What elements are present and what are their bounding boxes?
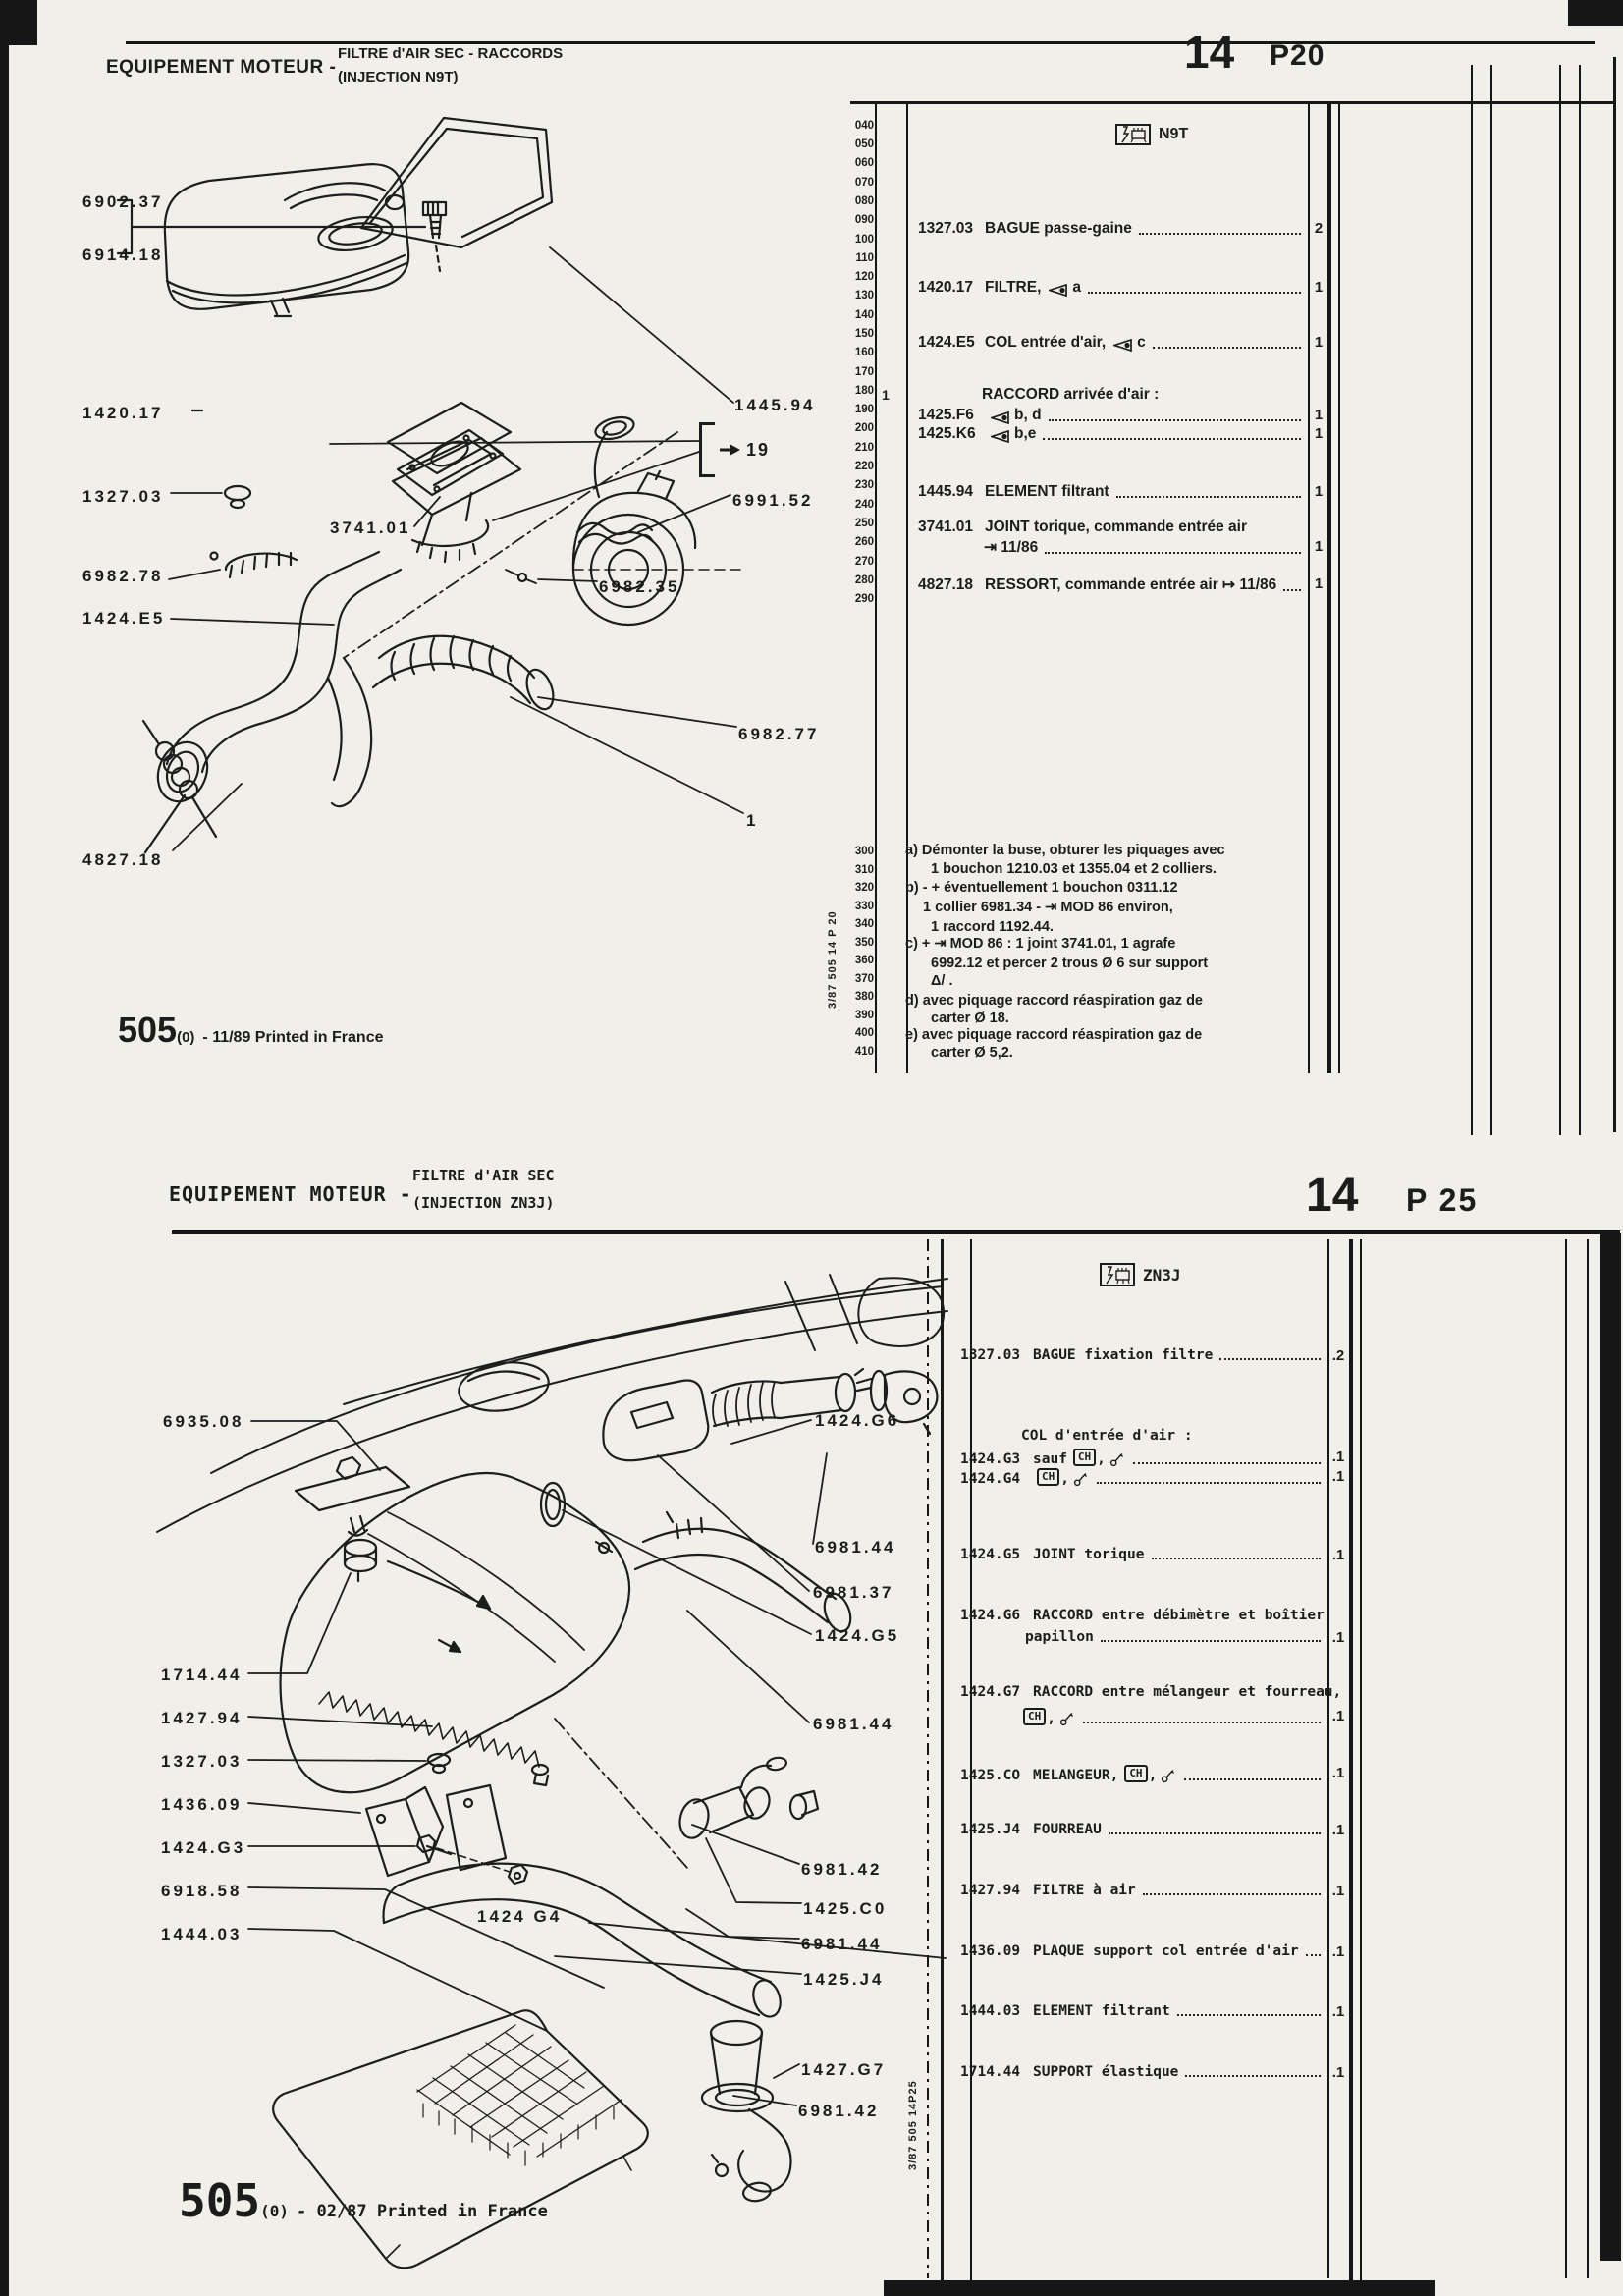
row-code: 160 [854, 347, 874, 358]
row-code: 140 [854, 309, 874, 321]
part-qty: .1 [1331, 1449, 1345, 1465]
parts-row [960, 1347, 1324, 1363]
part-qty: .1 [1331, 1708, 1345, 1724]
row-code: 250 [854, 518, 874, 529]
page-number: P 25 [1406, 1182, 1479, 1218]
part-label: 1427.G7 [801, 2060, 887, 2079]
note-code: 350 [854, 937, 874, 949]
row-code: 190 [854, 404, 874, 415]
comma: , [1047, 1711, 1055, 1726]
date-range: ⇥ 11/86 [984, 539, 1039, 556]
dot-leader [1184, 1778, 1321, 1780]
part-qty: .1 [1331, 1822, 1345, 1838]
part-qty: 1 [1314, 425, 1324, 442]
row-code: 240 [854, 499, 874, 511]
part-desc: BAGUE fixation filtre [1033, 1347, 1214, 1363]
row-code: 080 [854, 195, 874, 207]
part-ref: 3741.01 [918, 519, 974, 535]
part-label: 6981.42 [801, 1860, 883, 1879]
section-subtitle-2: (INJECTION N9T) [338, 69, 459, 85]
chapter-number: 14 [1184, 27, 1235, 78]
section-subtitle-2: (INJECTION ZN3J) [412, 1194, 555, 1212]
note-code: 320 [854, 882, 874, 894]
note-line: 1 bouchon 1210.03 et 1355.04 et 2 colliers. [931, 861, 1217, 877]
note-line: carter Ø 18. [931, 1011, 1009, 1026]
parts-row [960, 1822, 1324, 1837]
note-code: 330 [854, 901, 874, 912]
part-desc: RACCORD entre débimètre et boîtier [1033, 1608, 1325, 1623]
dot-leader [1283, 589, 1301, 591]
margin-vline [1579, 65, 1581, 1135]
table-top-border [850, 101, 1615, 104]
ch-option-box: CH [1023, 1708, 1046, 1725]
comma: , [1148, 1768, 1158, 1783]
part-label: 6981.44 [815, 1538, 896, 1557]
engine-icon [1100, 1263, 1135, 1286]
page-ref-number: 19 [746, 439, 771, 460]
edition-mark: (0) [177, 1029, 195, 1046]
part-ref: 1424.G7 [960, 1684, 1021, 1700]
part-qty: .1 [1331, 1943, 1345, 1960]
part-qty: 1 [1314, 483, 1324, 500]
parts-row [960, 1943, 1324, 1959]
view-note-icon [991, 430, 1010, 443]
gearshift-icon [1073, 1472, 1088, 1487]
margin-vline [1471, 65, 1473, 1135]
part-ref: 1425.J4 [960, 1822, 1021, 1837]
dot-leader [1153, 347, 1301, 349]
section-subtitle-1: FILTRE d'AIR SEC [412, 1167, 555, 1184]
part-label: 6914.18 [82, 246, 164, 264]
table-vline [906, 101, 908, 1073]
row-code: 200 [854, 422, 874, 434]
chapter-number: 14 [1306, 1170, 1359, 1222]
note-code: 390 [854, 1010, 874, 1021]
parts-row [960, 1608, 1324, 1623]
dot-leader [1043, 438, 1301, 440]
note-line: d) avec piquage raccord réaspiration gaz de [905, 993, 1203, 1009]
row-code: 270 [854, 556, 874, 568]
part-qty: 1 [1314, 538, 1324, 555]
scan-edge-bottom [884, 2280, 1435, 2296]
arrow-icon [719, 442, 742, 458]
parts-row-cont [982, 538, 1304, 557]
note-letter: a [1072, 279, 1082, 296]
dot-leader [1109, 1832, 1321, 1834]
comma: , [1097, 1451, 1106, 1467]
row-code: 100 [854, 234, 874, 246]
scan-edge-left [0, 0, 9, 2296]
row-code: 220 [854, 461, 874, 472]
parts-row [918, 279, 1304, 297]
note-code: 410 [854, 1046, 874, 1058]
row-code: 210 [854, 442, 874, 454]
part-label: 6981.37 [813, 1583, 894, 1602]
note-code: 310 [854, 864, 874, 876]
note-line: 6992.12 et percer 2 trous Ø 6 sur support [931, 956, 1209, 971]
row-code: 050 [854, 138, 874, 150]
part-label: 1424 G4 [477, 1907, 563, 1926]
part-label: 6991.52 [732, 491, 814, 510]
parts-row [960, 1468, 1324, 1487]
part-label: 6981.44 [801, 1935, 883, 1953]
part-ref: 1425.F6 [918, 407, 974, 423]
part-label: 1425.C0 [803, 1899, 888, 1918]
group-header: COL d'entrée d'air : [1021, 1428, 1193, 1444]
row-code: 040 [854, 120, 874, 132]
part-ref: 1427.94 [960, 1883, 1021, 1898]
bottom-rule [172, 1230, 1620, 1234]
part-desc: BAGUE passe-gaine [985, 220, 1132, 237]
part-desc: sauf [1033, 1451, 1067, 1467]
page-number: P20 [1270, 39, 1325, 72]
dot-leader [1185, 2075, 1321, 2077]
dot-leader [1088, 292, 1301, 294]
plate-code-vertical: 3/87 505 14P25 [907, 2080, 919, 2170]
part-ref: 4827.18 [918, 576, 974, 593]
parts-row [918, 519, 1304, 536]
part-ref: 1436.09 [960, 1943, 1021, 1959]
part-qty: 1 [1314, 279, 1324, 296]
table-vline [1360, 1239, 1362, 2280]
group-header: RACCORD arrivée d'air : [982, 386, 1160, 403]
row-code: 120 [854, 271, 874, 283]
part-ref: 1420.17 [918, 279, 974, 296]
parts-row [918, 483, 1304, 501]
part-desc: ELEMENT filtrant [985, 483, 1109, 500]
qty-separator [1327, 1239, 1329, 2278]
scan-corner-mark-right [1568, 0, 1623, 26]
part-ref: 1714.44 [960, 2064, 1021, 2080]
dot-leader [1116, 496, 1301, 498]
print-date: - 11/89 Printed in France [202, 1029, 384, 1046]
ch-option-box: CH [1037, 1468, 1059, 1486]
part-label: 3741.01 [330, 519, 411, 537]
part-label: 6982.78 [82, 567, 164, 585]
parts-row [918, 334, 1304, 352]
note-letter: b, d [1014, 407, 1042, 423]
engine-code: ZN3J [1143, 1265, 1181, 1285]
part-label: 1444.03 [161, 1925, 243, 1943]
note-letter: b,e [1014, 425, 1037, 442]
margin-vline [1587, 1239, 1589, 2278]
part-label: 1327.03 [161, 1752, 243, 1771]
view-note-icon [1113, 339, 1133, 352]
exploded-diagram-n9t [49, 108, 849, 972]
part-desc: FILTRE à air [1033, 1883, 1136, 1898]
part-desc: RACCORD entre mélangeur et fourreau, [1033, 1684, 1342, 1700]
row-code: 170 [854, 366, 874, 378]
dot-leader [1049, 419, 1301, 421]
parts-row [918, 220, 1304, 238]
gearshift-icon [1059, 1712, 1074, 1726]
dot-leader [1083, 1722, 1321, 1723]
model-number: 505 [179, 2174, 261, 2227]
top-rule [126, 41, 1595, 44]
part-desc: JOINT torique, commande entrée air [985, 519, 1248, 535]
scan-edge-right-top [1613, 57, 1616, 1132]
part-ref: 1424.G4 [960, 1471, 1021, 1487]
engine-icon [1115, 124, 1151, 145]
note-line: c) + ⇥ MOD 86 : 1 joint 3741.01, 1 agrafe [905, 936, 1176, 952]
row-code: 280 [854, 574, 874, 586]
note-line: a) Démonter la buse, obturer les piquages avec [905, 843, 1225, 858]
note-letter: c [1137, 334, 1146, 351]
part-qty: 1 [1314, 575, 1324, 592]
row-code: 290 [854, 593, 874, 605]
part-label: 1714.44 [161, 1666, 243, 1684]
parts-row [918, 407, 1304, 424]
part-label: 1427.94 [161, 1709, 243, 1727]
parts-row [960, 2003, 1324, 2019]
part-label: 1327.03 [82, 487, 164, 506]
part-qty: .1 [1331, 1883, 1345, 1899]
print-date: - 02/87 Printed in France [297, 2202, 548, 2221]
part-ref: 1327.03 [960, 1347, 1021, 1363]
part-ref: 1424.G6 [960, 1608, 1021, 1623]
gearshift-icon [1109, 1452, 1124, 1467]
parts-row [960, 1883, 1324, 1898]
part-desc: SUPPORT élastique [1033, 2064, 1179, 2080]
dot-leader [1097, 1482, 1321, 1484]
note-code: 360 [854, 955, 874, 966]
dot-leader [1177, 2014, 1321, 2016]
parts-row-cont [1023, 1708, 1324, 1726]
part-label: 1436.09 [161, 1795, 243, 1814]
section-title: EQUIPEMENT MOTEUR - [106, 57, 337, 78]
part-label: 1424.G5 [815, 1626, 900, 1645]
row-code: 060 [854, 157, 874, 169]
part-label: 1424.E5 [82, 609, 166, 628]
model-number: 505 [118, 1010, 178, 1050]
note-code: 300 [854, 846, 874, 857]
table-vline [1338, 101, 1340, 1073]
part-qty: .1 [1331, 1765, 1345, 1781]
part-ref: 1425.K6 [918, 425, 976, 442]
part-label: 6935.08 [163, 1412, 244, 1431]
part-ref: 1445.94 [918, 483, 974, 500]
scan-edge-right-bottom [1600, 1233, 1621, 2261]
part-qty: 2 [1314, 220, 1324, 237]
note-code: 370 [854, 973, 874, 985]
dot-leader [1101, 1640, 1321, 1642]
part-label: 1424.G3 [161, 1838, 246, 1857]
part-label: 6982.77 [738, 725, 820, 743]
parts-row [960, 1449, 1324, 1467]
ch-option-box: CH [1124, 1765, 1147, 1782]
parts-row-cont [1023, 1629, 1324, 1645]
section-title: EQUIPEMENT MOTEUR - [169, 1182, 412, 1206]
part-qty: .2 [1331, 1347, 1345, 1364]
part-label: 1420.17 [82, 404, 164, 422]
dot-leader [1306, 1954, 1321, 1956]
edition-mark: (0) [260, 2202, 289, 2220]
note-code: 340 [854, 918, 874, 930]
part-desc: MELANGEUR, [1033, 1768, 1119, 1783]
part-label: 6982.35 [599, 577, 680, 596]
parts-row [960, 1547, 1324, 1562]
see-page-marker [699, 422, 770, 477]
dot-leader [1152, 1558, 1322, 1559]
row-code: 260 [854, 536, 874, 548]
part-qty: .1 [1331, 2064, 1345, 2081]
row-code: 150 [854, 328, 874, 340]
engine-badge [1100, 1263, 1181, 1286]
row-code: 090 [854, 214, 874, 226]
note-line: b) - + éventuellement 1 bouchon 0311.12 [905, 880, 1178, 896]
part-label: 1445.94 [734, 396, 816, 414]
parts-row [960, 1765, 1324, 1783]
part-desc: RESSORT, commande entrée air ↦ 11/86 [985, 576, 1277, 593]
part-qty: 1 [1314, 334, 1324, 351]
part-ref: 1424.G3 [960, 1451, 1021, 1467]
margin-vline [1559, 65, 1561, 1135]
margin-vline [1565, 1239, 1567, 2278]
dot-leader [1139, 233, 1301, 235]
part-label: 6981.42 [798, 2102, 880, 2120]
dot-leader [1219, 1358, 1321, 1360]
table-vline [970, 1239, 972, 2280]
note-line: e) avec piquage raccord réaspiration gaz de [905, 1027, 1203, 1043]
part-label: 4827.18 [82, 850, 164, 869]
group-qty: 1 [882, 387, 890, 403]
part-desc: JOINT torique [1033, 1547, 1145, 1562]
engine-badge [1115, 124, 1188, 145]
part-ref: 1425.CO [960, 1768, 1021, 1783]
parts-row [918, 575, 1304, 594]
part-desc: papillon [1025, 1629, 1094, 1645]
part-ref: 1424.G5 [960, 1547, 1021, 1562]
part-qty: .1 [1331, 1629, 1345, 1646]
part-label: 6902.37 [82, 192, 164, 211]
row-code: 070 [854, 177, 874, 189]
section-subtitle-1: FILTRE d'AIR SEC - RACCORDS [338, 45, 564, 62]
row-code: 130 [854, 290, 874, 301]
part-qty: .1 [1331, 1468, 1345, 1485]
note-line: 1 raccord 1192.44. [931, 919, 1054, 935]
bracket-icon [699, 422, 715, 477]
row-code: 230 [854, 479, 874, 491]
dot-leader [1143, 1893, 1321, 1895]
row-code: 180 [854, 385, 874, 397]
part-qty: .1 [1331, 1547, 1345, 1563]
note-code: 400 [854, 1027, 874, 1039]
part-desc: PLAQUE support col entrée d'air [1033, 1943, 1299, 1959]
print-footer [118, 1010, 384, 1051]
part-label: 1 [746, 811, 759, 830]
scan-corner-mark [0, 0, 37, 45]
part-ref: 1327.03 [918, 220, 974, 237]
margin-vline [1490, 65, 1492, 1135]
note-line: carter Ø 5,2. [931, 1045, 1013, 1061]
ch-option-box: CH [1073, 1449, 1096, 1466]
parts-row [960, 1684, 1342, 1700]
table-vline [875, 101, 877, 1073]
gearshift-icon [1161, 1769, 1175, 1783]
part-desc: FILTRE, [985, 279, 1042, 296]
part-label: 1424.G6 [815, 1411, 900, 1430]
dot-leader [1133, 1462, 1321, 1464]
table-vline-thick [1349, 1239, 1353, 2280]
parts-row [918, 425, 1304, 443]
view-note-icon [991, 411, 1010, 424]
part-qty: .1 [1331, 2003, 1345, 2020]
part-ref: 1424.E5 [918, 334, 975, 351]
part-desc: COL entrée d'air, [985, 334, 1107, 351]
parts-row [960, 2064, 1324, 2080]
part-desc: FOURREAU [1033, 1822, 1102, 1837]
dot-leader [1045, 552, 1301, 554]
view-note-icon [1049, 284, 1068, 297]
note-line: 1 collier 6981.34 - ⇥ MOD 86 environ, [923, 900, 1173, 915]
note-line: Δ/ . [931, 973, 953, 989]
comma: , [1060, 1471, 1069, 1487]
plate-code-vertical: 3/87 505 14 P 20 [827, 910, 839, 1009]
part-desc: ELEMENT filtrant [1033, 2003, 1170, 2019]
engine-code: N9T [1159, 126, 1189, 142]
part-label: 6918.58 [161, 1882, 243, 1900]
part-label: 6981.44 [813, 1715, 894, 1733]
part-ref: 1444.03 [960, 2003, 1021, 2019]
note-code: 380 [854, 991, 874, 1003]
row-code: 110 [855, 252, 874, 264]
part-qty: 1 [1314, 407, 1324, 423]
part-label: 1425.J4 [803, 1970, 885, 1989]
